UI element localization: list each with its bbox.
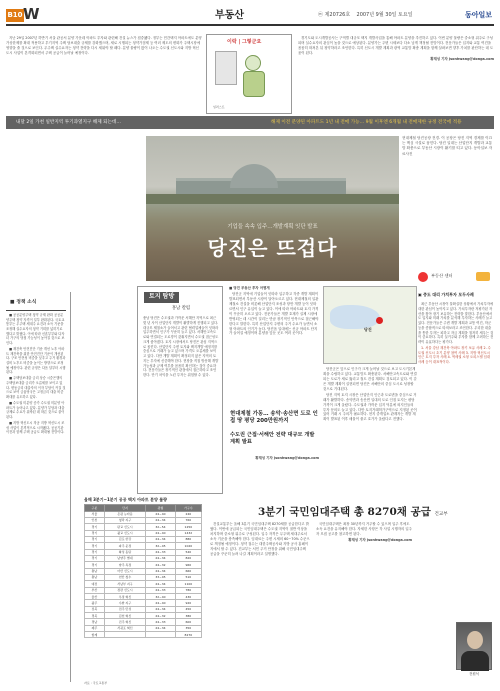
table-cell: 서울: [85, 511, 105, 517]
table-cell: 수완 지구: [104, 600, 145, 606]
table-cell: 경남: [85, 619, 105, 625]
table-cell: 600: [175, 619, 201, 625]
bottom-headline-byline: 건교부: [434, 512, 448, 517]
table-cell: 우정 혁신: [104, 594, 145, 600]
table-cell: 24~40: [146, 600, 176, 606]
table-cell: 760: [175, 517, 201, 523]
table-cell: 충남: [85, 568, 105, 574]
table-cell: 350: [175, 625, 201, 631]
photo-factory-dome: [230, 164, 278, 188]
author-portrait: [456, 622, 492, 670]
banner-bar: [6, 116, 494, 129]
column-box: [137, 286, 223, 494]
table-cell: 김천 혁신: [104, 613, 145, 619]
table-cell: 서귀포 혁신: [104, 625, 145, 631]
bottom-article-col1: [210, 522, 310, 684]
table-cell: 파주 운정: [104, 543, 145, 549]
table-cell: 920: [175, 600, 201, 606]
right-column-heading: ▣ 중도 대리 가치투자 모두사례: [418, 292, 474, 297]
table-cell: 경북: [85, 613, 105, 619]
table-header: 평형: [146, 505, 176, 512]
table-cell: 김포 한강: [104, 536, 145, 542]
main-article-col1b: [229, 456, 319, 494]
lead-byline: 황재성 기자 jsonhwang@donga.com: [430, 56, 494, 61]
sidebar-item: ■ 재건축 안전진단 기준 개선 노후 아파트 재건축을 위한 안전진단 기준이 개선된다. 구조 안전성 비중을 낮추고 주거 환경과 설비 노후도 비중을 높이는 방향으로 조정될 예정이다. 관련 규정은 다음 달부터 시행된다.: [6, 346, 66, 375]
table-body: [85, 511, 202, 638]
table-cell: 32~45: [146, 543, 176, 549]
section-number: B10: [6, 9, 24, 22]
table-cell: 33~45: [146, 574, 176, 580]
table-cell: 남양주 별내: [104, 555, 145, 561]
table-cell: 경기: [85, 543, 105, 549]
table-cell: 광주: [85, 600, 105, 606]
table-cell: 천안 청수: [104, 574, 145, 580]
table-cell: 24~40: [146, 511, 176, 517]
table-cell: 8270: [175, 632, 201, 638]
bottom-article-text-2: 국민임대주택은 최장 30년까지 거주할 수 있으며 입주 후에도 소득 요건을 유지해야 한다. 자세한 사항은 각 사업 시행자의 입주자 모집 공고를 참고하면 된다.: [316, 522, 412, 536]
masthead-rule: [6, 24, 494, 26]
table-cell: 제주: [85, 625, 105, 631]
table-cell: 32~54: [146, 524, 176, 530]
table-cell: 24~34: [146, 517, 176, 523]
sidebar-heading: ■ 정책 소식: [10, 300, 36, 307]
table-cell: 240: [175, 511, 201, 517]
lead-paragraph-2: 경기도와 도시개발공사는 구역별 대규모 택지 개발사업을 통해 아파트 분양을 추진하고 있다. 이번 분양 물량은 중소형 위주로 구성되며 실수요자의 관심이 높을 것으로 예상된다. 분양가는 주변 시세보다 다소 낮게 책정될 전망이다. 전문가들은 입지와 교통 여건을 꼼꼼히 따져본 뒤 청약하라고 조언한다. 특히 신도시 개발 계획과 광역 교통망 확충 계획을 함께 살펴보면 향후 가치를 판단하는 데 도움이 된다.: [298, 36, 494, 55]
column-body: 충남 당진은 수도권과 가까운 서해안 지역으로 최근 몇 년 사이 산업단지 개발이 활발하게 진행되고 있다. 대규모 제철소가 들어서고 관련 협력업체들이 잇따라 입주하면서 인구가 꾸준히 늘고 있다. 서해안고속도로와 연결되는 도로망이 갖춰지면서 수도권 접근성도 크게 좋아졌다. 토지 시장에서도 당진은 관심 지역으로 꼽힌다. 산업단지 주변 토지와 택지개발 예정지를 중심으로 거래가 늘고 있으며 가격도 오름세를 보이고 있다. 다만 개발 계획이 확정되지 않은 지역의 토지는 투자에 신중해야 한다. 현장을 직접 방문해 개발 가능성과 규제 여부를 꼼꼼히 확인하는 것이 중요하다. 전문가들은 장기적인 관점에서 접근하라고 조언한다. 단기 차익을 노린 투자는 위험할 수 있다.: [143, 316, 219, 378]
bottom-headline-text: 3분기 국민임대주택 총 8270채 공급: [258, 506, 431, 518]
photo-subtitle: 기업들 속속 입주…개발계획 잇단 발표: [227, 224, 318, 230]
table-cell: 820: [175, 555, 201, 561]
main-photo: [146, 136, 399, 281]
table-cell: 1100: [175, 581, 201, 587]
banner-left-text: 내달 2일 가천 일반지역 투기과열지구 해제 되는데…: [16, 120, 122, 125]
bottom-article-text: 건설교통부는 올해 3분기 국민임대주택 8270채를 공급한다고 밝혔다. 이번에 공급되는 국민임대주택은 수도권 지역이 절반 이상을 차지하며 중소형 위주로 구성된다. 입주 자격은 무주택 세대주로서 소득 기준을 충족해야 한다. 임대료는 주변 시세의 60~70% 수준으로 책정될 예정이다. 청약 접수는 대한주택공사와 지방 공사 홈페이지에서 할 수 있다. 건교부는 서민 주거 안정을 위해 국민임대주택 공급을 꾸준히 늘려 나갈 계획이라고 설명했다.: [210, 522, 310, 556]
table-cell: 경기: [85, 562, 105, 568]
column-heading: 토지 탐방: [144, 292, 179, 303]
location-map: [323, 286, 417, 364]
subheadline-1: 현대제철 가동… 송악·송산면 도로 인접 땅 평당 200만원까지: [230, 411, 318, 425]
table-cell: 24~32: [146, 562, 176, 568]
table-row: [85, 632, 202, 638]
table-cell: 화성 동탄: [104, 549, 145, 555]
table-cell: 은평 뉴타운: [104, 511, 145, 517]
map-water: [330, 305, 380, 329]
main-article-lead-head: ■ 당진 부동산 투자 어떻게: [229, 286, 270, 290]
table-cell: 인천: [85, 517, 105, 523]
main-article-text: 당진군 지역에 기업들이 잇따라 입주하고 각종 개발 계획이 발표되면서 부동산 시장이 달아오르고 있다. 현대제철의 일관제철소 건설을 비롯해 산업단지 조성과 항만 개발 등이 잇따르면서 인구 유입이 늘고 있다. 이에 따라 아파트와 토지 가격이 꾸준히 오르고 있다. 전문가들은 개발 호재가 실제 시장에 반영되는 데 시간이 걸리는 만큼 장기적인 안목으로 접근해야 한다고 말한다. 특히 산업단지 주변의 주거 수요가 늘면서 소형 아파트의 인기가 높다. 당진읍 일대에는 신규 아파트 단지가 들어설 예정이며 분양을 앞둔 곳도 여러 곳이다.: [229, 291, 319, 336]
portrait-face: [467, 631, 483, 649]
table-cell: 1432: [175, 530, 201, 536]
main-article-byline: 황재성 기자 jsonhwang@donga.com: [255, 456, 319, 460]
main-article-col1: [229, 286, 319, 408]
table-cell: 430: [175, 594, 201, 600]
cartoon-title: 이락 | 그렇군요: [227, 39, 262, 45]
sidebar-item: ■ 주택담보대출 금리 상승 시중은행의 주택담보대출 금리가 오름세를 보이고 있다. 변동금리 대출자의 이자 부담이 커질 것으로 보여 금융당국은 고정금리 대출 비중 확대를 유도하고 있다.: [6, 376, 66, 399]
section-badge: [6, 5, 40, 23]
table-cell: 정관 신도시: [104, 587, 145, 593]
table-cell: 경기: [85, 549, 105, 555]
table-cell: 전북: [85, 606, 105, 612]
cartoon-box: [206, 34, 292, 114]
column-author: 홍남 칼럼: [171, 306, 191, 311]
table-cell: 24~40: [146, 530, 176, 536]
table-cell: 대전: [85, 581, 105, 587]
table-cell: 아산 신도시: [104, 568, 145, 574]
table-cell: 380: [175, 613, 201, 619]
sidebar-item: ■ 수도권 미분양 증가 수도권 미분양 아파트가 늘어나고 있다. 분양가 부담과 대출 규제로 수요가 위축된 데 따른 것으로 풀이된다.: [6, 401, 65, 419]
section-letter: W: [23, 5, 40, 23]
table-cell: 광교 신도시: [104, 530, 145, 536]
main-article-text-2: 당진군은 앞으로 인구가 크게 늘어날 것으로 보고 도시기본계획을 수립하고 있다. 교통망도 확충된다. 서해안고속도로와 연결되는 도로가 새로 뚫리고 철도 건설 계획도 검토되고 있다. 이 같은 개발 계획이 실현되면 당진은 서해안의 중심 도시로 성장할 것으로 기대된다.: [323, 367, 417, 391]
lead-paragraph: 지난 29일 2007년 하반기 서울 관공서 분양 가운데 아파트 투자와 관련해 건설 뉴스가 집중됐다. 정부는 민간택지 아파트에도 분양가상한제를 확대 적용하고 투기지역 주택 담보대출 규제를 강화했으며, 새로 시행되는 청약가점제 등 여러 제도의 변화가 주택시장에 영향을 줄 것으로 보인다. 무주택 실수요자는 청약 전략을 다시 세워야 할 때다. 분양 물량이 많이 나오는 수도권 신도시와 지방 혁신도시 사업이 본격화되면서 주택 공급이 늘어날 예정이다.: [6, 36, 202, 55]
bottom-headline: [258, 505, 448, 520]
lead-text-right: [298, 36, 494, 114]
table-cell: 양주 옥정: [104, 562, 145, 568]
table-cell: 32~40: [146, 594, 176, 600]
table-cell: 24~33: [146, 619, 176, 625]
table-cell: 510: [175, 574, 201, 580]
portrait-caption: 전원석: [469, 672, 479, 676]
table-cell: 540: [175, 549, 201, 555]
table-source: 자료 : 국토교통부: [84, 681, 108, 685]
sidebar-item: ■ 지방 혁신도시 착공 지방 혁신도시 조성 사업이 본격적으로 시작됐다. 공공기관 이전과 함께 주택 공급도 확대될 전망이다.: [6, 421, 65, 435]
sidebar-rule: [6, 310, 66, 311]
supply-table: [84, 504, 202, 638]
promo-badge[interactable]: [418, 270, 494, 292]
promo-label: 부동산 센터: [431, 273, 453, 278]
cartoon-building: [215, 51, 237, 85]
map-label: 당진: [364, 327, 372, 332]
right-column-paragraph-2: 1. 서울 강남 재건축 아파트 장기 보유 사례 2. 수도권 신도시 초기 분양 참여 사례 3. 지방 혁신도시 인근 토지 투자 사례 4. 역세권 소형 오피스텔 임대 사례 등이 대표적이다.: [418, 345, 491, 365]
photo-treeline: [146, 194, 399, 204]
column-divider: [70, 292, 71, 682]
table-cell: [104, 632, 145, 638]
photo-headline: 당진은 뜨겁다: [207, 236, 338, 260]
table-cell: 부산: [85, 587, 105, 593]
table-cell: 판교 신도시: [104, 524, 145, 530]
table-cell: 청라 지구: [104, 517, 145, 523]
table-cell: 경기: [85, 536, 105, 542]
right-column-text: [418, 302, 494, 618]
photo-caption: 현대제철 당진공장 전경. 이 공장은 당진 지역 경제를 이끄는 핵심 시설로 꼽힌다. 당진 일대는 산업단지 개발과 교통망 확충으로 부동산 시장이 활기를 띠고 있다. 동아일보 자료사진: [402, 136, 493, 156]
masthead: [0, 0, 500, 26]
issue-info: [318, 12, 413, 19]
table-cell: 24~33: [146, 549, 176, 555]
table-header: 구분: [85, 505, 105, 512]
bottom-article-col2: [316, 522, 412, 684]
issue-date: 2007년 9월 30일 토요일: [356, 12, 413, 18]
table-cell: 전주 만성: [104, 606, 145, 612]
table-cell: 24~32: [146, 613, 176, 619]
table-cell: 24~34: [146, 625, 176, 631]
table-cell: 충남: [85, 574, 105, 580]
banner-right-text: 해제 이전 분양된 아파트도 1년 내 전매 가능… 9월 이후엔 6개월 내 전매제한 규정 전국에 적용: [271, 120, 462, 125]
table-cell: 24~34: [146, 555, 176, 561]
issue-number: ⓦ 제20726호: [318, 12, 351, 18]
main-article-col2: [323, 367, 417, 495]
table-cell: 24~34: [146, 568, 176, 574]
table-cell: 880: [175, 536, 201, 542]
table-cell: 경기: [85, 555, 105, 561]
subheadline-2: 수도권 근접·서해안 전략 대규모 개발 계획 발표: [230, 432, 315, 446]
table-cell: 450: [175, 606, 201, 612]
right-column-paragraph: 최근 부동산 시장이 불확실한 상황에서 가치투자에 대한 관심이 높아지고 있다. 가치투자란 저평가된 자산을 찾아 장기 보유하는 전략을 말한다. 부동산에서도 입지와 미래 가치를 분석해 투자하는 사례가 늘고 있다. 전문가들은 주변 개발 계획과 교통 여건, 학군 등을 종합적으로 따져보라고 조언한다. 무리한 대출을 통한 투자는 피하고 자금 계획을 철저히 세우는 것이 중요하다. 특히 실거주와 투자를 함께 고려하는 전략이 유효하다는 평가다.: [418, 302, 494, 345]
table-cell: 660: [175, 568, 201, 574]
promo-icon: [418, 272, 428, 282]
table-cell: 경기: [85, 524, 105, 530]
lead-text-left: [6, 36, 202, 114]
table-cell: 1250: [175, 524, 201, 530]
cartoon-character-body: [243, 71, 265, 97]
table-cell: [146, 632, 176, 638]
promo-tag-icon: [476, 272, 490, 281]
cartoon-caption: 일러스트: [213, 104, 225, 109]
table-cell: 24~34: [146, 536, 176, 542]
table-header: 가구수: [175, 505, 201, 512]
cartoon-character-head: [245, 55, 261, 71]
map-pin-icon: [376, 317, 383, 324]
section-title: 부동산: [215, 10, 244, 21]
table-cell: 진주 혁신: [104, 619, 145, 625]
bottom-article-byline: 황재성 기자 jsonhwang@donga.com: [348, 537, 412, 542]
table-cell: 24~34: [146, 581, 176, 587]
table-cell: 경기: [85, 530, 105, 536]
sidebar-item: ■ 공공분양주택 청약 규제 완화 공공분양주택 청약 자격이 일부 완화된다. 국토교통부는 무주택 세대주 요건과 소득 기준을 조정해 실수요자의 청약 기회를 넓히기로 했다고 밝혔다. 이에 따라 신혼부부와 다자녀 가구의 당첨 가능성이 높아질 것으로 보인다.: [6, 313, 65, 345]
table-cell: 합계: [85, 632, 105, 638]
sidebar-column: [6, 313, 66, 643]
table-cell: 780: [175, 587, 201, 593]
main-article-text-3: 당진 지역 토지 시장은 산업단지 인근과 도로변을 중심으로 거래가 활발하다. 송악면과 송산면 일대의 도로 인접 토지는 평당 가격이 크게 올랐다. 수도권과 가까운 입지 덕분에 외지인들의 투자 문의도 늘고 있다. 다만 토지거래허가구역으로 지정된 곳이 있어 거래 시 주의가 필요하다. 현지 중개업소 관계자는 개발 계획이 발표된 이후 매물이 줄고 호가가 올랐다고 전했다.: [323, 392, 417, 422]
table-header: 단지: [104, 505, 145, 512]
table-cell: 울산: [85, 594, 105, 600]
table-cell: 24~33: [146, 587, 176, 593]
table-cell: 1020: [175, 543, 201, 549]
paper-logo: 동아일보: [464, 11, 492, 19]
table-cell: 24~34: [146, 606, 176, 612]
table-cell: 960: [175, 562, 201, 568]
table-title: 올해 3분기~1분기 공공 택지 아파트 분양 물량: [84, 497, 167, 502]
table-cell: 서남부 지구: [104, 581, 145, 587]
portrait-body: [461, 651, 489, 671]
